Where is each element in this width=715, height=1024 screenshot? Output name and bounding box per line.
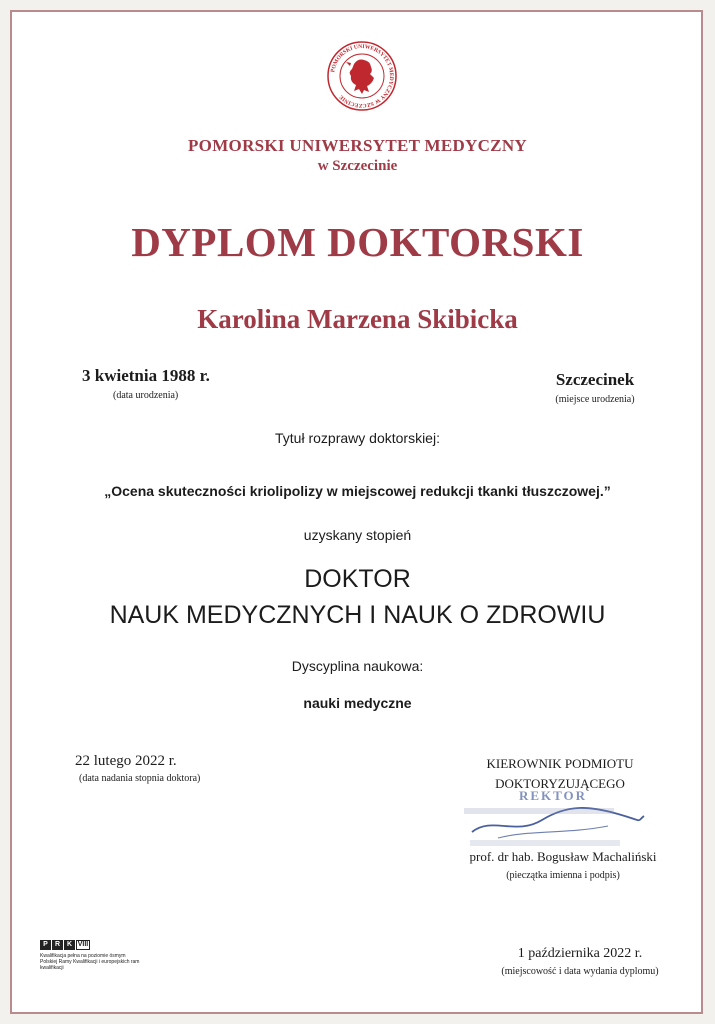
birth-date-caption: (data urodzenia) [113,390,179,401]
signatory-heading-2: DOKTORYZUJĄCEGO [495,776,625,791]
thesis-label: Tytuł rozprawy doktorskiej: [275,430,440,446]
griffin-icon [346,60,374,95]
holder-name: Karolina Marzena Skibicka [197,304,518,334]
document-title: DYPLOM DOKTORSKI [131,219,584,265]
university-name: POMORSKI UNIWERSYTET MEDYCZNY [188,136,527,155]
degree-label: uzyskany stopień [303,527,412,543]
birth-place: Szczecinek [555,370,635,389]
thesis-title: „Ocena skuteczności kriolipolizy w miejscowej redukcji tkanki tłuszczowej.” [104,483,611,499]
birth-date: 3 kwietnia 1988 r. [82,366,210,385]
discipline-value: nauki medyczne [303,695,412,711]
birth-place-caption: (miejsce urodzenia) [555,394,635,405]
degree-line-2: NAUK MEDYCZNYCH I NAUK O ZDROWIU [109,601,606,629]
prk-qualification-mark [40,940,150,971]
grant-date-caption: (data nadania stopnia doktora) [79,773,201,784]
svg-text:POMORSKI UNIWERSYTET MEDYCZNY: POMORSKI UNIWERSYTET MEDYCZNY W SZCZECINIE [330,43,395,109]
university-seal [326,40,398,112]
university-city: w Szczecinie [317,158,398,174]
signatory-heading-1: KIEROWNIK PODMIOTU [486,756,634,771]
prk-logo: P R K VIII [40,940,150,950]
svg-text:REKTOR: REKTOR [518,788,588,803]
prk-text: Kwalifikacja pełna na poziomie ósmym Polskiej Ramy Kwalifikacji i europejskich ram kwalifikacji [40,953,140,971]
signature-stamp [458,786,648,854]
signatory-caption: (pieczątka imienna i podpis) [506,870,620,881]
issue-date-caption: (miejscowość i data wydania dyplomu) [501,966,659,977]
degree-line-1: DOKTOR [304,565,411,593]
issue-date: 1 października 2022 r. [517,946,643,961]
signatory-name: prof. dr hab. Bogusław Machaliński [469,849,657,864]
grant-date: 22 lutego 2022 r. [75,753,177,769]
discipline-label: Dyscyplina naukowa: [291,658,424,674]
